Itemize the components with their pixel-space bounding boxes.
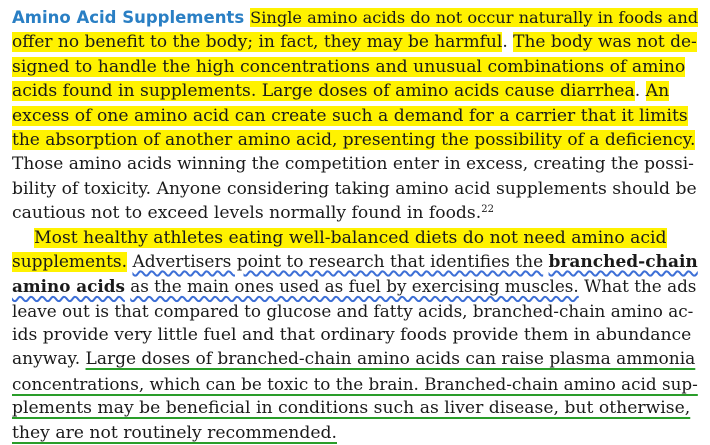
text-span: anyway. (12, 349, 81, 370)
highlight: Single amino acids do not occur naturally in foods and (250, 8, 699, 27)
highlight: excess of one amino acid can create such a demand for a carrier that it limits (12, 105, 688, 126)
highlight: signed to handle the high concentrations and unusual combinations of amino (12, 56, 686, 77)
bold-term: amino acids (12, 276, 125, 297)
document-page (12, 6, 698, 445)
p2-line-3 (12, 274, 698, 298)
p1-line-5 (12, 104, 698, 128)
p2-line-6 (12, 347, 698, 371)
highlight: acids found in supplements. Large doses of amino acids cause diarrhea (12, 81, 635, 102)
green-underline: Large doses of branched-chain amino acids can raise plasma ammonia (85, 349, 696, 370)
highlight: the absorption of another amino acid, presenting the possibility of a deficiency. (12, 129, 696, 150)
p2-line-2 (12, 250, 698, 274)
p1-line-6 (12, 128, 698, 152)
text-span: . (502, 32, 514, 53)
section-heading: Amino Acid Supplements (12, 8, 245, 27)
text-span: What the ads (584, 276, 697, 297)
wavy-underline: Advertisers point to research that identifies the (132, 251, 544, 272)
highlight: The body was not de- (513, 32, 697, 53)
text-span: . (634, 81, 646, 102)
p1-line-3 (12, 55, 698, 79)
p1-line-7: Those amino acids winning the competition enter in excess, creating the possi- (12, 154, 694, 175)
bold-term: branched-chain (548, 251, 698, 272)
highlight: An (645, 81, 670, 102)
p1-line-2 (12, 30, 698, 54)
p2-line-4: leave out is that compared to glucose and fatty acids, branched-chain amino ac- (12, 300, 694, 321)
text-span: cautious not to exceed levels normally found in foods. (12, 203, 482, 224)
highlight: Most healthy athletes eating well-balanced diets do not need amino acid (34, 227, 667, 248)
highlight: supplements. (12, 251, 128, 272)
highlight: offer no benefit to the body; in fact, they may be harmful (12, 32, 503, 53)
p2-line-7 (12, 372, 698, 396)
p2-line-8 (12, 396, 698, 420)
green-underline: plements may be beneficial in conditions such as liver disease, but otherwise, (12, 398, 691, 419)
green-underline: concentrations, which can be toxic to the brain. Branched-chain amino acid sup- (12, 373, 698, 394)
p1-line-4 (12, 79, 698, 103)
wavy-underline: as the main ones used as fuel by exercising muscles. (130, 276, 579, 297)
green-underline: they are not routinely recommended. (12, 422, 337, 443)
p1-line-9 (12, 201, 698, 225)
p1-line-1 (12, 6, 698, 30)
p2-line-9 (12, 421, 698, 445)
p2-line-1 (12, 226, 698, 250)
p2-line-5: ids provide very little fuel and that ordinary foods provide them in abundance (12, 325, 692, 346)
footnote-ref[interactable]: 22 (481, 204, 494, 216)
p1-line-8: bility of toxicity. Anyone considering taking amino acid supplements should be (12, 178, 697, 199)
